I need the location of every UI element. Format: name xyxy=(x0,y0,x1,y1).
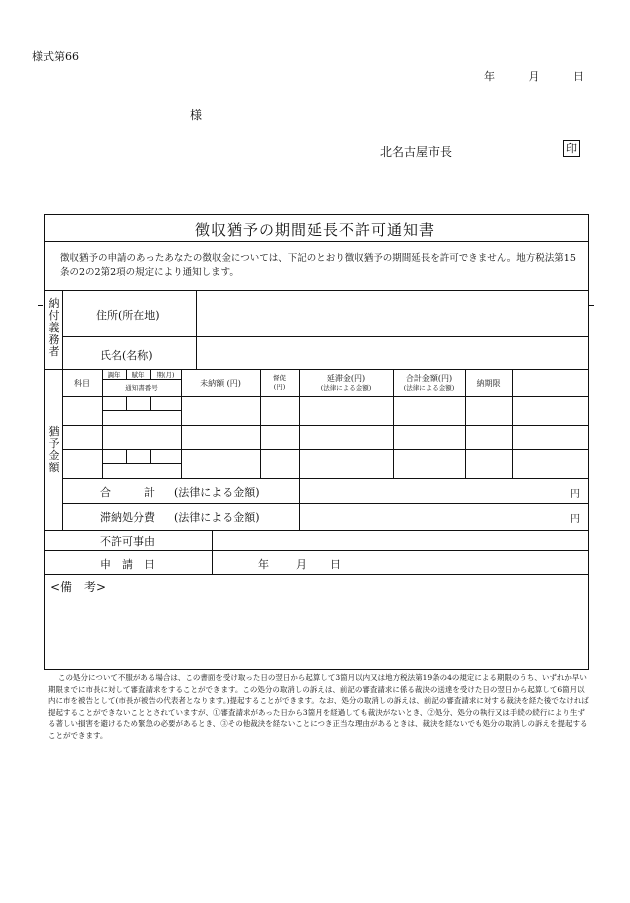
col-due-right xyxy=(512,369,513,478)
header-unpaid: 未納額 (円) xyxy=(200,379,241,388)
document-title: 徴収猶予の期間延長不許可通知書 xyxy=(194,221,435,239)
form-number: 様式第66 xyxy=(32,50,79,63)
col-fy-right-r1 xyxy=(126,396,127,410)
header-reminder-unit: (円) xyxy=(273,383,286,391)
header-tax-year: 賦年 xyxy=(131,371,145,379)
row1-bottom xyxy=(62,425,589,426)
sum-value-divider xyxy=(299,478,300,530)
sum-label: 合 計 xyxy=(100,486,155,499)
fee-unit: 円 xyxy=(570,514,580,525)
issuer-name: 北名古屋市長 xyxy=(380,145,453,159)
addressee-suffix: 様 xyxy=(190,108,203,122)
row3-subline xyxy=(102,463,181,464)
application-year-label: 年 xyxy=(258,558,269,571)
issue-date xyxy=(484,68,584,84)
amount-bottom-divider xyxy=(44,530,589,531)
header-total-note: (法律による金額) xyxy=(403,384,455,392)
reason-row-bottom xyxy=(44,550,589,551)
col-fy-right-r3 xyxy=(126,449,127,463)
title-divider xyxy=(44,241,589,242)
appeal-notes: この処分について不服がある場合は、この書面を受け取った日の翌日から起算して3箇月以内又は地方税法第19条の4の規定による期限のうち、いずれか早い期限までに市長に対して審査請求をすることができます。この処分の取消しの訴えは、前記の審査請求に係る裁決の送達を受けた日の翌日から起算して6箇月以内に市を被告として(市長が被告の代表者となります。)提起することができます。なお、処分の取消しの訴えは、前記の審査請求に対する裁決を経た後でなければ提起することができないこととされていますが、①審査請求があった日から3箇月を経過しても裁決がないとき、②処分、処分の執行又は手続の続行により生ずる著しい損害を避けるため緊急の必要があるとき、③その他裁決を経ないことにつき正当な理由があるときは、裁決を経ないでも処分の取消しの訴えを提起することができます。 xyxy=(48,673,589,740)
sum-row-bottom xyxy=(62,503,589,504)
rejection-reason-label: 不許可事由 xyxy=(100,535,155,548)
header-fiscal-year: 調年 xyxy=(107,371,121,379)
col-ty-right-r3 xyxy=(150,449,151,463)
taxpayer-section-label: 納付義務者 xyxy=(48,297,60,358)
table-header-bottom xyxy=(62,396,589,397)
intro-text: 徴収猶予の申請のあったあなたの徴収金については、下記のとおり徴収猶予の期間延長を許可できません。地方税法第15条の2の2第2項の規定により通知します。 xyxy=(60,253,576,278)
application-month-label: 月 xyxy=(296,558,307,571)
margin-tick-left xyxy=(38,305,43,306)
section-label-divider xyxy=(62,290,63,530)
amount-section-label: 猶予金額 xyxy=(48,425,60,474)
notice-form-frame xyxy=(44,214,589,670)
row3-bottom xyxy=(62,478,589,479)
application-day-label: 日 xyxy=(330,558,341,571)
month-label: 月 xyxy=(528,70,540,83)
remarks-label: <備 考> xyxy=(50,580,107,594)
header-due-date: 納期限 xyxy=(476,379,501,388)
col-ty-right-r1 xyxy=(150,396,151,410)
header-delinquency-note: (法律による金額) xyxy=(320,384,372,392)
year-label: 年 xyxy=(484,70,495,83)
taxpayer-label-divider xyxy=(196,290,197,369)
header-total: 合計金額(円) xyxy=(405,374,453,383)
application-date-label: 申 請 日 xyxy=(100,558,155,571)
day-label: 日 xyxy=(573,70,584,83)
seal-mark: 印 xyxy=(563,140,580,157)
address-row-divider xyxy=(62,336,589,337)
margin-tick-right xyxy=(589,305,594,306)
header-notice-number: 通知書番号 xyxy=(125,384,158,392)
header-item: 科目 xyxy=(74,379,90,388)
notice-no-subdivider xyxy=(102,379,181,380)
header-delinquency: 延滞金(円) xyxy=(326,374,366,383)
fee-label: 滞納処分費 xyxy=(100,511,155,524)
reason-label-divider xyxy=(212,530,213,574)
sum-note: (法律による金額) xyxy=(174,486,260,499)
date-row-bottom xyxy=(44,574,589,575)
name-label: 氏名(名称) xyxy=(100,349,153,362)
row1-subline xyxy=(102,410,181,411)
intro-divider xyxy=(44,290,589,291)
fee-note: (法律による金額) xyxy=(174,511,260,524)
header-period: 期(月) xyxy=(156,371,175,379)
sum-unit: 円 xyxy=(570,489,580,500)
row2-bottom xyxy=(62,449,589,450)
header-reminder: 督促 xyxy=(273,374,286,382)
address-label: 住所(所在地) xyxy=(96,309,160,322)
